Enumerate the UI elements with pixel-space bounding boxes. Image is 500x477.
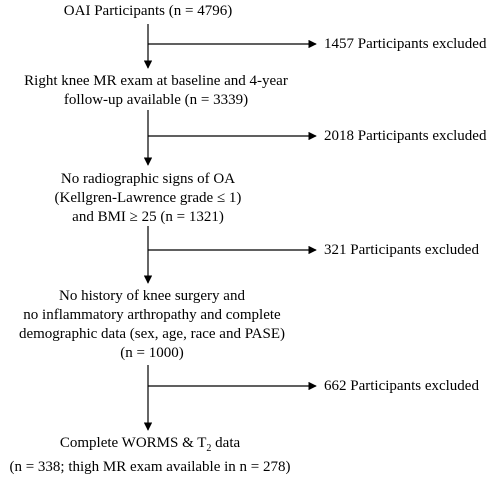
step-1-line-1: OAI Participants (n = 4796) bbox=[63, 3, 233, 19]
exclusion-1 bbox=[324, 35, 486, 54]
exclusion-2-text: 2018 Participants excluded bbox=[324, 128, 487, 144]
step-4-label bbox=[2, 287, 302, 363]
step-3-label bbox=[28, 170, 268, 227]
step-4-line-4: (n = 1000) bbox=[120, 345, 184, 361]
step-4-line-2: no inflammatory arthropathy and complete bbox=[23, 307, 281, 323]
exclusion-4-text: 662 Participants excluded bbox=[324, 378, 479, 394]
exclusion-3 bbox=[324, 241, 479, 260]
step-5-label bbox=[0, 434, 300, 477]
step-3-line-2: (Kellgren-Lawrence grade ≤ 1) bbox=[54, 190, 242, 206]
step-5-line-1 bbox=[0, 434, 300, 458]
step-3-line-1: No radiographic signs of OA bbox=[60, 171, 236, 187]
step-2-line-1: Right knee MR exam at baseline and 4-year bbox=[24, 73, 288, 89]
step-5-line-2: (n = 338; thigh MR exam available in n = 278) bbox=[9, 459, 291, 475]
step-5-text-a: Complete WORMS & T bbox=[59, 435, 207, 451]
exclusion-3-text: 321 Participants excluded bbox=[324, 242, 479, 258]
step-3-line-3: and BMI ≥ 25 (n = 1321) bbox=[72, 209, 224, 225]
step-1-label bbox=[38, 2, 258, 21]
exclusion-4 bbox=[324, 377, 479, 396]
step-4-line-1: No history of knee surgery and bbox=[59, 288, 245, 304]
step-2-label bbox=[6, 72, 306, 110]
step-2-line-2: follow-up available (n = 3339) bbox=[63, 92, 249, 108]
exclusion-2 bbox=[324, 127, 486, 146]
step-4-line-3: demographic data (sex, age, race and PASE) bbox=[18, 326, 285, 342]
exclusion-1-text: 1457 Participants excluded bbox=[324, 36, 487, 52]
step-5-text-b: data bbox=[211, 435, 241, 451]
step-5-subscript: 2 bbox=[206, 443, 212, 454]
